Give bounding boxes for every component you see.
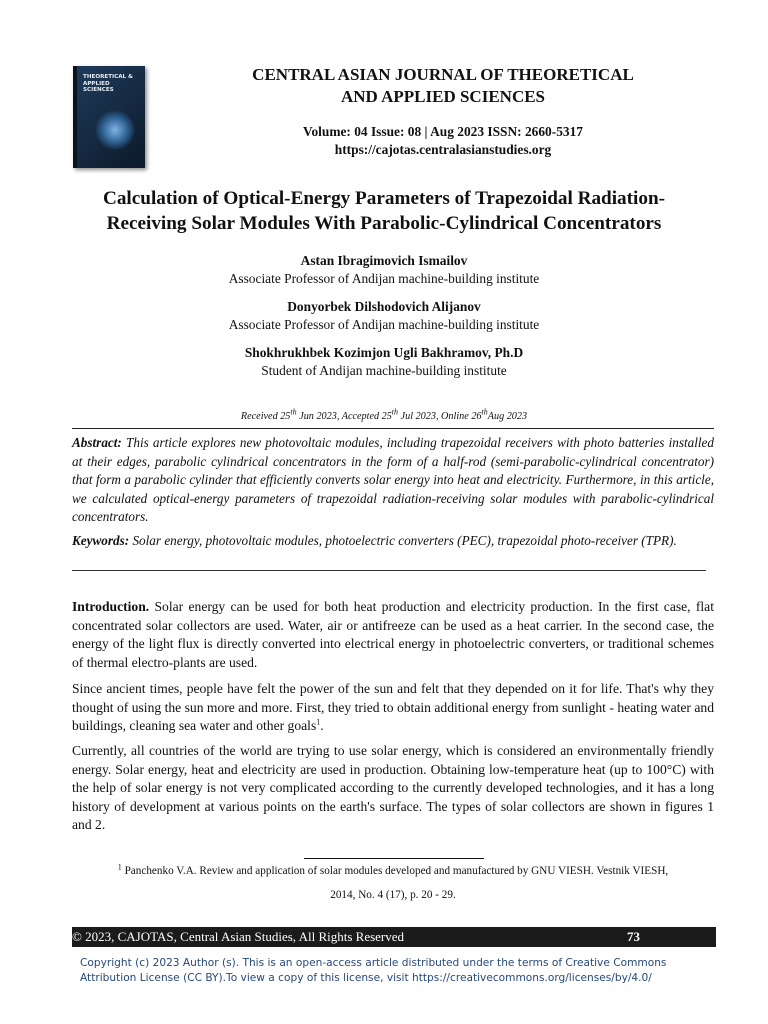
article-title: [40, 186, 728, 236]
journal-title: [150, 64, 736, 108]
accepted-text: Jun 2023, Accepted 25: [296, 411, 392, 422]
author-1: [40, 252, 728, 288]
received-text: Received 25: [240, 411, 291, 422]
online-text: Jul 2023, Online 26: [398, 411, 482, 422]
body-paragraph-2: [72, 680, 714, 736]
journal-title-line1: CENTRAL ASIAN JOURNAL OF THEORETICAL: [252, 65, 634, 84]
body-paragraph-3: [72, 742, 714, 835]
article-title-line1: Calculation of Optical-Energy Parameters of Trapezoidal Radiation-: [102, 188, 666, 209]
license-notice: [80, 956, 700, 986]
author-affiliation: Student of Andijan machine-building institute: [261, 363, 507, 378]
license-line1: Copyright (c) 2023 Author (s). This is an open-access article distributed under the terms of Creative Commons: [80, 957, 667, 969]
copyright-text: © 2023, CAJOTAS, Central Asian Studies, All Rights Reserved: [72, 929, 405, 944]
keywords-text: Solar energy, photovoltaic modules, photoelectric converters (PEC), trapezoidal photo-receiver (TPR).: [129, 533, 677, 548]
author-affiliation: Associate Professor of Andijan machine-building institute: [228, 271, 540, 286]
author-name: Donyorbek Dilshodovich Alijanov: [287, 299, 481, 314]
footnote-number: 1: [117, 862, 122, 872]
footnote-line1: [72, 859, 714, 883]
online-date-end: Aug 2023: [487, 411, 528, 422]
author-name: Astan Ibragimovich Ismailov: [300, 253, 468, 268]
keywords-label: Keywords:: [72, 533, 130, 548]
received-dates: [40, 407, 728, 424]
paragraph-end: .: [320, 718, 324, 733]
page-number: 73: [627, 929, 640, 944]
introduction-text: Solar energy can be used for both heat production and electricity production. In the first case, flat concentrated solar collectors are used. Water, air or antifreeze can be used as a heat carrier. In the second case, the energy of the light flux is directly converted into electrical energy in photoelectric converters, or traditional schemes of thermal electro-plants are used.: [72, 599, 714, 670]
author-2: [40, 298, 728, 334]
author-name: Shokhrukhbek Kozimjon Ugli Bakhramov, Ph.D: [244, 345, 524, 360]
cover-glow-graphic: [95, 110, 135, 150]
journal-meta: [150, 123, 736, 159]
journal-cover-image: [73, 66, 145, 168]
introduction-label: Introduction.: [72, 599, 150, 614]
abstract-label: Abstract:: [72, 435, 122, 450]
introduction-paragraph: [72, 598, 714, 672]
author-3: [40, 344, 728, 380]
volume-issue-line: Volume: 04 Issue: 08 | Aug 2023 ISSN: 2660-5317: [303, 124, 583, 139]
paragraph-text: Currently, all countries of the world are trying to use solar energy, which is considered an environmentally friendly energy. Solar energy, heat and electricity are used in production. Obtaining low-temperature heat (up to 100°C) with the help of solar energy is not very complicated according to the currently developed technologies, and it has a long history of development at various points on the earth's surface. The types of solar collectors are shown in figures 1 and 2.: [72, 743, 714, 832]
journal-title-line2: AND APPLIED SCIENCES: [340, 87, 546, 106]
footer-bar: [72, 927, 716, 947]
journal-url[interactable]: https://cajotas.centralasianstudies.org: [334, 142, 552, 157]
abstract-text: This article explores new photovoltaic modules, including trapezoidal receivers with photo batteries installed at their edges, parabolic cylindrical concentrators in the form of a half-rod (semi-parabolic-cylindrical concentrator) that form a parabolic cylinder that efficiently converts solar energy into heat and electricity. Furthermore, in this article, we calculated optical-energy parameters of trapezoidal radiation-receiving solar modules with parabolic-cylindrical concentrators.: [72, 435, 714, 524]
abstract-divider: [72, 428, 714, 429]
footnote-reference[interactable]: 1: [316, 717, 321, 727]
footnote-line2: 2014, No. 4 (17), p. 20 - 29.: [330, 889, 456, 901]
footnote: [72, 859, 714, 907]
license-line2[interactable]: Attribution License (CC BY).To view a copy of this license, visit https://creativecommons.org/licenses/by/4.0/: [80, 972, 652, 984]
abstract: [72, 434, 714, 527]
keywords: [72, 532, 714, 551]
footnote-text: Panchenko V.A. Review and application of solar modules developed and manufactured by GNU VIESH. Vestnik VIESH,: [121, 865, 669, 877]
journal-cover-text: THEORETICAL & APPLIED SCIENCES: [83, 74, 133, 94]
article-title-line2: Receiving Solar Modules With Parabolic-Cylindrical Concentrators: [106, 213, 662, 234]
received-sup: th: [290, 407, 297, 417]
author-affiliation: Associate Professor of Andijan machine-building institute: [228, 317, 540, 332]
paragraph-text: Since ancient times, people have felt the power of the sun and felt that they depended on it for life. That's why they thought of using the sun more and more. First, they tried to obtain additional energy from sunlight - heating water and buildings, cleaning sea water and other goals: [72, 681, 714, 733]
keywords-underline: [72, 570, 706, 571]
online-sup: th: [481, 407, 488, 417]
accepted-sup: th: [391, 407, 399, 417]
